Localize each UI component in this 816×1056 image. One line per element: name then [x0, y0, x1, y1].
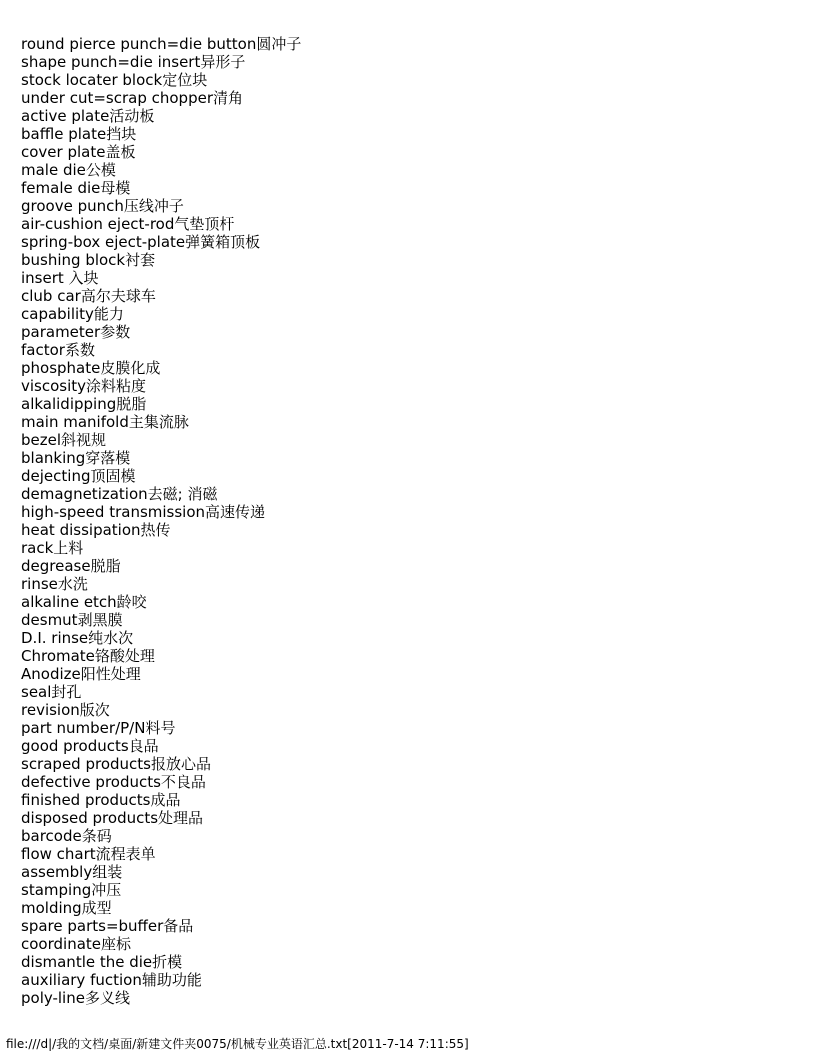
term-line: groove punch压线冲子 [21, 197, 184, 215]
term-line: blanking穿落模 [21, 449, 131, 467]
term-line: good products良品 [21, 737, 159, 755]
term-line: bezel斜视规 [21, 431, 107, 449]
term-line: poly-line多义线 [21, 989, 130, 1007]
term-line: bushing block衬套 [21, 251, 156, 269]
term-line: disposed products处理品 [21, 809, 204, 827]
term-line: round pierce punch=die button圆冲子 [21, 35, 302, 53]
term-line: spare parts=buffer备品 [21, 917, 194, 935]
term-line: alkaline etch龄咬 [21, 593, 147, 611]
term-line: dejecting顶固模 [21, 467, 136, 485]
term-line: D.I. rinse纯水次 [21, 629, 134, 647]
term-line: active plate活动板 [21, 107, 155, 125]
term-line: seal封孔 [21, 683, 82, 701]
term-line: coordinate座标 [21, 935, 132, 953]
term-line: stamping冲压 [21, 881, 122, 899]
term-line: auxiliary fuction辅助功能 [21, 971, 202, 989]
term-line: Anodize阳性处理 [21, 665, 141, 683]
term-line: molding成型 [21, 899, 112, 917]
term-line: heat dissipation热传 [21, 521, 171, 539]
term-line: viscosity涂料粘度 [21, 377, 147, 395]
term-line: stock locater block定位块 [21, 71, 208, 89]
term-line: spring-box eject-plate弹簧箱顶板 [21, 233, 261, 251]
term-line: assembly组装 [21, 863, 123, 881]
term-line: main manifold主集流脉 [21, 413, 189, 431]
term-line: alkalidipping脱脂 [21, 395, 147, 413]
term-line: demagnetization去磁; 消磁 [21, 485, 218, 503]
term-line: finished products成品 [21, 791, 181, 809]
term-line: rinse水洗 [21, 575, 88, 593]
file-path-footer: file:///d|/我的文档/桌面/新建文件夹0075/机械专业英语汇总.txt[2011-7-14 7:11:55] [6, 1037, 469, 1051]
term-line: part number/P/N料号 [21, 719, 176, 737]
term-line: male die公模 [21, 161, 116, 179]
term-line: degrease脱脂 [21, 557, 121, 575]
term-line: barcode条码 [21, 827, 112, 845]
term-line: club car高尔夫球车 [21, 287, 156, 305]
term-line: shape punch=die insert异形子 [21, 53, 246, 71]
term-list [21, 35, 301, 1007]
term-line: air-cushion eject-rod气垫顶杆 [21, 215, 235, 233]
term-line: insert 入块 [21, 269, 99, 287]
term-line: defective products不良品 [21, 773, 206, 791]
term-line: flow chart流程表单 [21, 845, 156, 863]
term-line: desmut剥黑膜 [21, 611, 123, 629]
term-line: high-speed transmission高速传递 [21, 503, 266, 521]
term-line: phosphate皮膜化成 [21, 359, 161, 377]
term-line: scraped products报放心品 [21, 755, 211, 773]
term-line: cover plate盖板 [21, 143, 136, 161]
term-line: dismantle the die折模 [21, 953, 183, 971]
term-line: rack上料 [21, 539, 84, 557]
term-line: Chromate铬酸处理 [21, 647, 155, 665]
term-line: capability能力 [21, 305, 124, 323]
term-line: parameter参数 [21, 323, 131, 341]
term-line: baffle plate挡块 [21, 125, 137, 143]
term-line: under cut=scrap chopper清角 [21, 89, 243, 107]
term-line: female die母模 [21, 179, 131, 197]
term-line: revision版次 [21, 701, 110, 719]
term-line: factor系数 [21, 341, 95, 359]
